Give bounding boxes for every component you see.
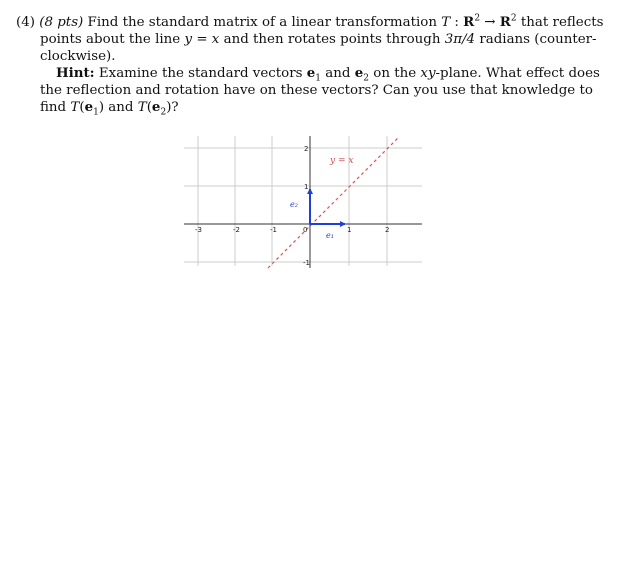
- grid-horizontal: [184, 148, 422, 262]
- y-tick-label: -1: [303, 259, 310, 267]
- hint-label: Hint:: [56, 65, 95, 81]
- statement-text-3: and then rotates points through: [219, 32, 445, 47]
- x-tick-label: -3: [195, 226, 202, 234]
- math-R-codomain: R: [499, 14, 511, 30]
- hint-paren-open-1: (: [79, 100, 85, 115]
- statement-text-4: radians (counter-clockwise).: [40, 32, 597, 64]
- hint-T1: T: [70, 100, 80, 115]
- problem-points: (8 pts): [39, 15, 84, 30]
- coordinate-plane-svg: [184, 136, 424, 272]
- hint-T2: T: [137, 100, 147, 115]
- problem-4: [16, 14, 612, 116]
- x-tick-label: 2: [385, 226, 390, 234]
- math-T: T: [441, 15, 451, 30]
- hint-text-1: Examine the standard vectors: [94, 66, 307, 81]
- hint-e2-sub: 2: [363, 73, 369, 84]
- hint-e2: e: [354, 65, 364, 81]
- problem-statement: [16, 14, 612, 65]
- hint-paragraph: [16, 65, 612, 116]
- hint-paren-open-2: (: [146, 100, 152, 115]
- problem-number: (4): [16, 15, 35, 30]
- e1-label: e₁: [326, 231, 334, 240]
- hint-text-2: on the: [369, 66, 421, 81]
- hint-text-7: )?: [166, 100, 179, 115]
- statement-text-1: Find the standard matrix of a linear transformation: [83, 15, 442, 30]
- hint-e1: e: [306, 65, 316, 81]
- math-line-equation: y = x: [184, 32, 220, 47]
- math-angle: 3π/4: [444, 32, 476, 47]
- statement-text-2: that reflects points about the line: [40, 15, 604, 47]
- y-tick-label: 1: [304, 183, 309, 191]
- hint-T-e1: e: [84, 99, 94, 115]
- hint-text-3: -plane. What effect does the reflection and rotation have on these vectors? Can you use that knowledge to find: [40, 66, 600, 115]
- math-R-codomain-exp: 2: [510, 13, 517, 24]
- e2-label: e₂: [290, 200, 298, 209]
- hint-T-e2: e: [151, 99, 161, 115]
- statement-colon: :: [450, 15, 464, 30]
- hint-xy: xy: [420, 66, 436, 81]
- line-label: y = x: [330, 156, 354, 166]
- math-arrow: →: [480, 15, 500, 30]
- hint-text-5: ) and: [98, 100, 138, 115]
- x-tick-label: 0: [303, 226, 308, 234]
- math-R-domain-exp: 2: [474, 13, 481, 24]
- hint-and: and: [321, 66, 355, 81]
- x-tick-labels: [195, 226, 389, 234]
- x-tick-label: 1: [347, 226, 352, 234]
- hint-e1-sub: 1: [315, 73, 322, 84]
- x-tick-label: -1: [270, 226, 277, 234]
- y-tick-labels: [303, 145, 310, 267]
- x-tick-label: -2: [233, 226, 240, 234]
- y-tick-label: 2: [304, 145, 309, 153]
- hint-T-e2-sub: 2: [160, 107, 167, 118]
- coordinate-figure: [184, 136, 424, 272]
- hint-T-e1-sub: 1: [93, 107, 99, 118]
- math-R-domain: R: [463, 14, 475, 30]
